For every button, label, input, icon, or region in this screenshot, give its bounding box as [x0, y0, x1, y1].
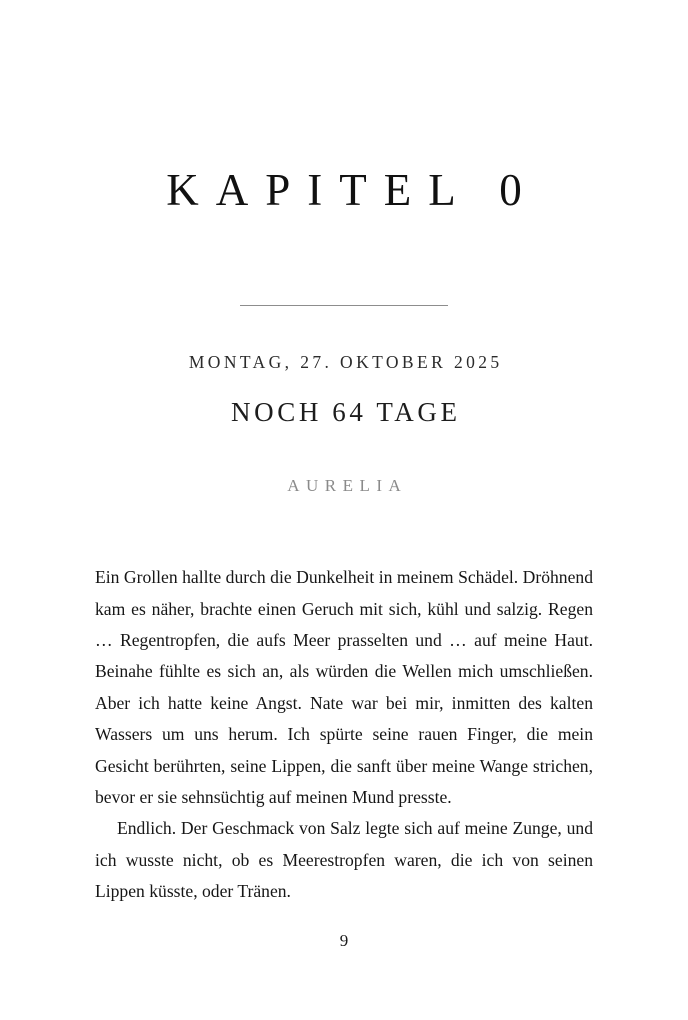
pov-character-name: AURELIA: [287, 476, 408, 496]
ornamental-divider: [240, 305, 448, 306]
body-text: [95, 562, 593, 907]
page-number: 9: [339, 931, 349, 950]
paragraph: Ein Grollen hallte durch die Dunkelheit in meinem Schädel. Dröhnend kam es näher, brachte einen Geruch mit sich, kühl und salzig. Regen … Regentropfen, die aufs Meer prasselten und … auf meine Haut. Beinahe fühlte es sich an, als würden die Wellen mich umschließen. Aber ich hatte keine Angst. Nate war bei mir, inmitten des kalten Wassers um uns herum. Ich spürte seine rauen Finger, die mein Gesicht berührten, seine Lippen, die sanft über meine Wange strichen, bevor er sie sehnsüchtig auf meinen Mund presste.: [95, 567, 593, 807]
chapter-date: MONTAG, 27. OKTOBER 2025: [188, 352, 503, 373]
chapter-countdown: NOCH 64 TAGE: [231, 397, 461, 428]
paragraph: Endlich. Der Geschmack von Salz legte sich auf meine Zunge, und ich wusste nicht, ob es Meerestropfen waren, die ich von seinen Lippen küsste, oder Tränen.: [95, 818, 593, 902]
chapter-title: KAPITEL 0: [166, 165, 539, 215]
